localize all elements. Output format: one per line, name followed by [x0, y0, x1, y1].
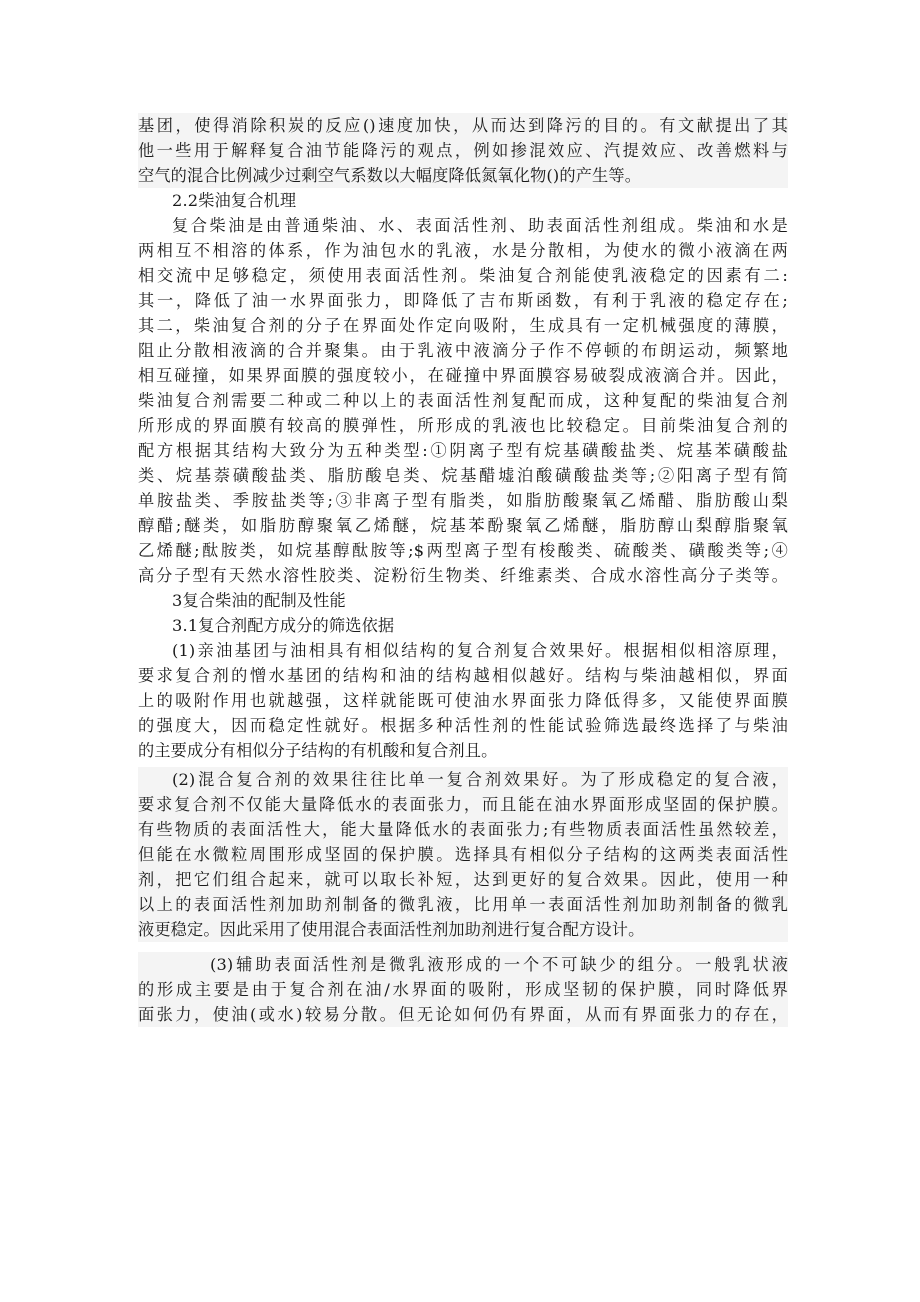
paragraph-block5: [138, 952, 788, 1027]
text-line: 但能在水微粒周围形成坚固的保护膜。选择具有相似分子结构的这两类表面活性: [138, 842, 788, 867]
text-line: 复合柴油是由普通柴油、水、表面活性剂、助表面活性剂组成。柴油和水是: [172, 216, 788, 235]
text-line: 的形成主要是由于复合剂在油/水界面的吸附，形成坚韧的保护膜，同时降低界: [138, 977, 788, 1002]
text-line: 以上的表面活性剂加助剂制备的微乳液，比用单一表面活性剂加助剂制备的微乳: [138, 892, 788, 917]
text-line: 乙烯醚;酞胺类，如烷基醇酞胺等;$两型离子型有梭酸类、硫酸类、磺酸类等;④: [138, 541, 788, 560]
text-line: 液更稳定。因此采用了使用混合表面活性剂加助剂进行复合配方设计。: [138, 917, 788, 942]
paragraph-block2: [138, 213, 788, 588]
text-line: 有些物质的表面活性大，能大量降低水的表面张力;有些物质表面活性虽然较差，: [138, 817, 788, 842]
text-line: 两相互不相溶的体系，作为油包水的乳液，水是分散相，为使水的微小液滴在两: [138, 241, 788, 260]
text-line: 醇醋;醚类，如脂肪醇聚氧乙烯醚，烷基苯酚聚氧乙烯醚，脂肪醇山梨醇脂聚氧: [138, 516, 788, 535]
text-line: 单胺盐类、季胺盐类等;③非离子型有脂类，如脂肪酸聚氧乙烯醋、脂肪酸山梨: [138, 491, 788, 510]
text-line: 要求复合剂不仅能大量降低水的表面张力，而且能在油水界面形成坚固的保护膜。: [138, 792, 788, 817]
text-line: 其二，柴油复合剂的分子在界面处作定向吸附，生成具有一定机械强度的薄膜，: [138, 316, 788, 335]
paragraph-block3: [138, 638, 788, 763]
text-line: 柴油复合剂需要二种或二种以上的表面活性剂复配而成，这种复配的柴油复合剂: [138, 391, 788, 410]
text-line: 配方根据其结构大致分为五种类型:①阴离子型有烷基磺酸盐类、烷基苯磺酸盐: [138, 441, 788, 460]
text-line: 的主要成分有相似分子结构的有机酸和复合剂且。: [138, 741, 498, 760]
text-line: 相交流中足够稳定，须使用表面活性剂。柴油复合剂能使乳液稳定的因素有二:: [138, 266, 788, 285]
paragraph-block4: [138, 767, 788, 942]
text-line: (1)亲油基团与油相具有相似结构的复合剂复合效果好。根据相似相溶原理，: [172, 641, 788, 660]
text-line: 剂，把它们组合起来，就可以取长补短，达到更好的复合效果。因此，使用一种: [138, 867, 788, 892]
text-line: 基团，使得消除积炭的反应()速度加快，从而达到降污的目的。有文献提出了其: [138, 113, 788, 138]
text-line: 所形成的界面膜有较高的膜弹性，所形成的乳液也比较稳定。目前柴油复合剂的: [138, 416, 788, 435]
section-heading-3: 3复合柴油的配制及性能: [172, 591, 346, 610]
text-line: 空气的混合比例减少过剩空气系数以大幅度降低氮氧化物()的产生等。: [138, 163, 788, 188]
text-line: 高分子型有天然水溶性胶类、淀粉衍生物类、纤维素类、合成水溶性高分子类等。: [138, 566, 788, 585]
document-page: [138, 113, 788, 1027]
section-heading-2-2: 2.2柴油复合机理: [172, 191, 297, 210]
text-line: 相互碰撞，如果界面膜的强度较小，在碰撞中界面膜容易破裂成液滴合并。因此，: [138, 366, 788, 385]
text-line: (3)辅助表面活性剂是微乳液形成的一个不可缺少的组分。一般乳状液: [138, 952, 788, 977]
paragraph-block1: [138, 113, 788, 188]
text-line: 的强度大，因而稳定性就好。根据多种活性剂的性能试验筛选最终选择了与柴油: [138, 716, 788, 735]
text-line: 上的吸附作用也就越强，这样就能既可使油水界面张力降低得多，又能使界面膜: [138, 691, 788, 710]
text-line: 面张力，使油(或水)较易分散。但无论如何仍有界面，从而有界面张力的存在，: [138, 1002, 788, 1027]
text-line: 他一些用于解释复合油节能降污的观点，例如掺混效应、汽提效应、改善燃料与: [138, 138, 788, 163]
text-line: 其一，降低了油一水界面张力，即降低了吉布斯函数，有利于乳液的稳定存在;: [138, 291, 788, 310]
text-line: 阻止分散相液滴的合并聚集。由于乳液中液滴分子作不停顿的布朗运动，频繁地: [138, 341, 788, 360]
text-line: (2)混合复合剂的效果往往比单一复合剂效果好。为了形成稳定的复合液，: [138, 767, 788, 792]
text-line: 要求复合剂的憎水基团的结构和油的结构越相似越好。结构与柴油越相似，界面: [138, 666, 788, 685]
text-line: 类、烷基萘磺酸盐类、脂肪酸皂类、烷基醋墟泊酸磺酸盐类等;②阳离子型有简: [138, 466, 788, 485]
section-heading-3-1: 3.1复合剂配方成分的筛选依据: [172, 616, 395, 635]
